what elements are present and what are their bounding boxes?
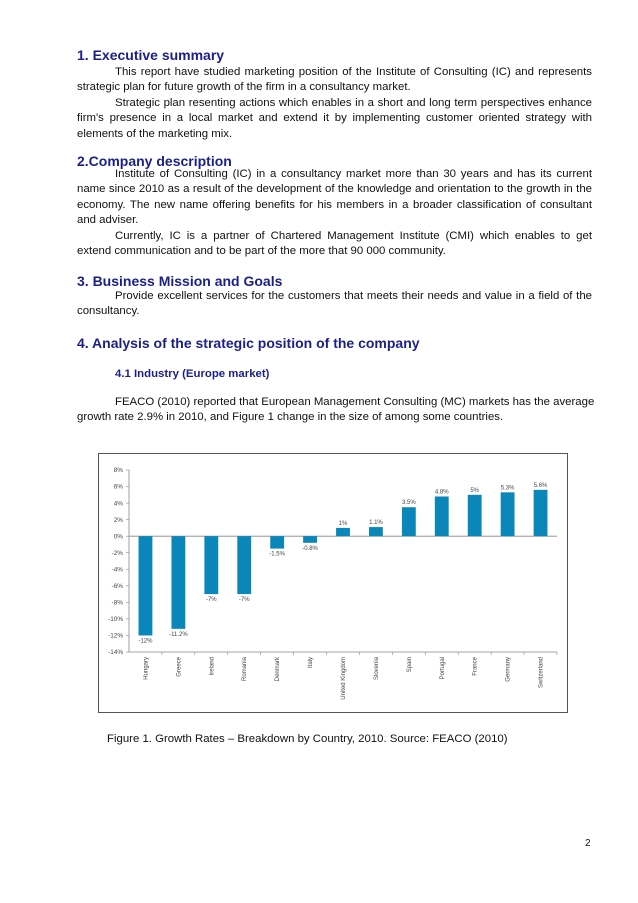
data-label: 4.8% — [434, 489, 449, 496]
x-tick-label: Slovenia — [373, 657, 380, 681]
data-label: -7% — [205, 597, 217, 604]
data-label: 1.1% — [369, 520, 383, 527]
y-tick-label: -14% — [108, 649, 123, 657]
data-label: -7% — [238, 597, 250, 604]
x-tick-label: United Kingdom — [341, 657, 347, 700]
bar — [204, 536, 218, 594]
heading-business-mission: 3. Business Mission and Goals — [77, 273, 283, 289]
y-tick-label: -2% — [111, 549, 123, 557]
x-tick-label: Portugal — [439, 657, 446, 680]
y-tick-label: 0% — [113, 533, 123, 541]
y-tick-label: -8% — [111, 599, 123, 607]
bar — [237, 536, 251, 594]
bar — [534, 490, 548, 536]
x-tick-label: Switzerland — [538, 657, 545, 689]
bar — [303, 536, 317, 543]
paragraph: FEACO (2010) reported that European Management Consulting (MC) markets has the average growth rate 2.9% in 2010, and Figure 1 change in the size of among some countries. — [77, 396, 595, 424]
heading-executive-summary: 1. Executive summary — [77, 47, 225, 63]
data-label: -11.2% — [169, 631, 188, 638]
y-tick-label: 4% — [113, 500, 123, 508]
x-tick-label: Ireland — [209, 657, 216, 676]
x-tick-label: Italy — [308, 657, 315, 669]
data-label: 5.6% — [533, 482, 548, 489]
bar — [270, 536, 284, 548]
bar — [336, 528, 350, 536]
paragraph: Provide excellent services for the customers that meets their needs and value in a field of the consultancy. — [77, 290, 592, 318]
bar — [139, 536, 153, 635]
data-label: -0.8% — [302, 545, 318, 552]
bar — [369, 527, 383, 536]
paragraph: Currently, IC is a partner of Chartered Management Institute (CMI) which enables to get extend communication and to be part of the more that 90 000 community. — [77, 230, 592, 258]
figure-caption: Figure 1. Growth Rates – Breakdown by Country, 2010. Source: FEACO (2010) — [107, 733, 508, 745]
y-tick-label: -6% — [111, 583, 123, 591]
data-label: 5% — [470, 487, 480, 494]
x-tick-label: Hungary — [143, 657, 150, 680]
page-number: 2 — [585, 838, 591, 849]
bar — [171, 536, 185, 629]
data-label: 1% — [338, 520, 348, 527]
chart-svg — [99, 454, 569, 714]
paragraph: This report have studied marketing position of the Institute of Consulting (IC) and represents strategic plan for future growth of the firm in a consultancy market. — [77, 66, 592, 94]
x-tick-label: France — [472, 657, 479, 676]
heading-strategic-analysis: 4. Analysis of the strategic position of the company — [77, 335, 420, 351]
x-tick-label: Denmark — [275, 657, 282, 682]
x-tick-label: Romania — [242, 657, 249, 682]
bar — [468, 495, 482, 536]
bar — [402, 507, 416, 536]
growth-rate-chart — [98, 453, 568, 713]
data-label: -12% — [138, 638, 153, 645]
bar — [501, 492, 515, 536]
y-tick-label: -12% — [108, 632, 123, 640]
data-label: 5.3% — [500, 485, 515, 492]
y-tick-label: 6% — [113, 483, 123, 491]
x-tick-label: Germany — [505, 657, 512, 682]
x-tick-label: Greece — [176, 657, 183, 677]
y-tick-label: -10% — [108, 616, 123, 624]
y-tick-label: 2% — [113, 516, 123, 524]
subheading-industry: 4.1 Industry (Europe market) — [115, 368, 270, 380]
bar — [435, 496, 449, 536]
y-tick-label: -4% — [111, 566, 123, 574]
paragraph: Strategic plan resenting actions which enables in a short and long term perspectives enhance firm's presence in a local market and extend it by implementing customer oriented strategy with elements of the marketing mix. — [77, 97, 592, 140]
paragraph: Institute of Consulting (IC) in a consultancy market more than 30 years and has its current name since 2010 as a result of the development of the knowledge and orientation to the growth in the economy. The new name offering benefits for his members in a broader classification of consultant and adviser. — [77, 168, 592, 227]
data-label: -1.5% — [269, 551, 285, 558]
heading-company-description: 2.Company description — [77, 153, 232, 169]
data-label: 3.5% — [402, 500, 416, 507]
y-tick-label: 8% — [113, 467, 123, 475]
x-tick-label: Spain — [406, 657, 413, 673]
